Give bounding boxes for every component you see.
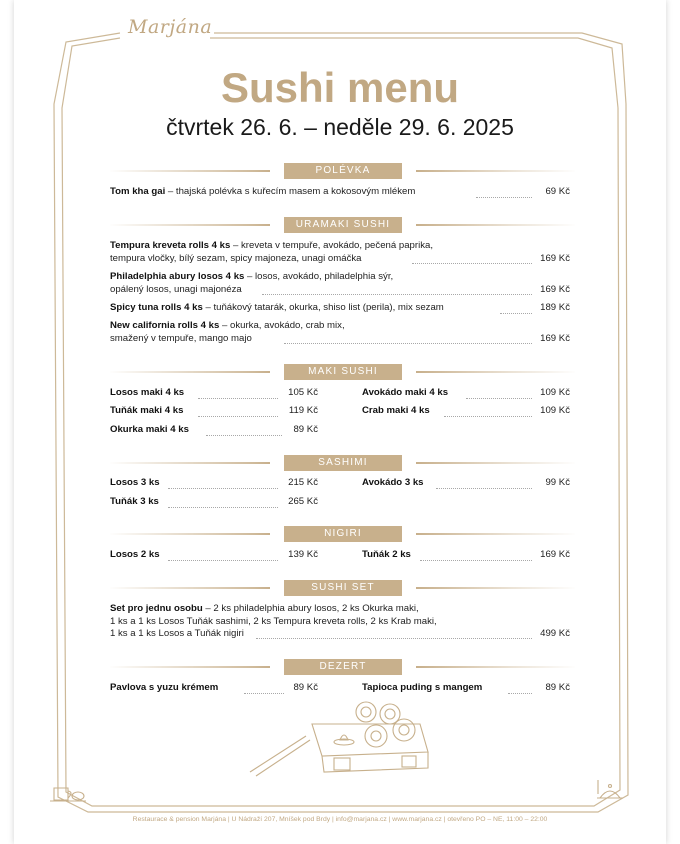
price: 265 Kč [288, 496, 318, 507]
menu-item-maki-losos: Losos maki 4 ks [110, 387, 185, 398]
menu-item-tempura: Tempura kreveta rolls 4 ks – kreveta v tempuře, avokádo, pečená paprika, tempura vločky, bílý sezam, spicy majoneza, unagi omáčka [110, 240, 433, 264]
menu-item-philadelphia: Philadelphia abury losos 4 ks – losos, avokádo, philadelphia sýr, opálený losos, unagi majonéza [110, 271, 394, 295]
page-title: Sushi menu [220, 64, 460, 111]
price: 89 Kč [293, 424, 318, 435]
leader-dots [168, 488, 278, 489]
section-label: MAKI SUSHI [284, 364, 402, 380]
menu-item-maki-avokado: Avokádo maki 4 ks [362, 387, 449, 398]
price: 169 Kč [540, 284, 570, 295]
section-label: SASHIMI [284, 455, 402, 471]
price: 169 Kč [540, 253, 570, 264]
teapot-icon [48, 778, 88, 804]
menu-item-nigiri-tunak: Tuňák 2 ks [362, 549, 411, 560]
section-header-sashimi [100, 455, 586, 471]
cloche-icon [594, 776, 626, 806]
section-label: DEZERT [284, 659, 402, 675]
leader-dots [168, 507, 278, 508]
menu-item-sushi-set: Set pro jednu osobu – 2 ks philadelphia abury losos, 2 ks Okurka maki, 1 ks a 1 ks Losos Tuňák sashimi, 2 ks Tempura kreveta rolls, 2 ks Krab maki, 1 ks a 1 ks Losos a Tuňák nigiri [110, 603, 437, 639]
price: 105 Kč [288, 387, 318, 398]
leader-dots [256, 638, 532, 639]
menu-item-sashimi-tunak: Tuňák 3 ks [110, 496, 159, 507]
section-label: URAMAKI SUSHI [284, 217, 402, 233]
leader-dots [168, 560, 278, 561]
section-header-sushi-set [100, 580, 586, 596]
sushi-illustration [244, 700, 444, 784]
price: 189 Kč [540, 302, 570, 313]
menu-item-nigiri-losos: Losos 2 ks [110, 549, 160, 560]
price: 109 Kč [540, 387, 570, 398]
leader-dots [198, 416, 278, 417]
leader-dots [436, 488, 532, 489]
footer-contact: Restaurace & pension Marjána | U Nádraží 207, Mníšek pod Brdy | info@marjana.cz | www.marjana.cz | otevřeno PO – NE, 11:00 – 22:00 [132, 816, 548, 823]
section-label: SUSHI SET [284, 580, 402, 596]
price: 119 Kč [288, 405, 318, 416]
restaurant-logo: Marjána [128, 16, 213, 38]
menu-item-tapioca: Tapioca puding s mangem [362, 682, 483, 693]
leader-dots [476, 197, 532, 198]
menu-item-maki-tunak: Tuňák maki 4 ks [110, 405, 184, 416]
price: 169 Kč [540, 549, 570, 560]
leader-dots [244, 693, 284, 694]
price: 499 Kč [540, 628, 570, 639]
menu-item-sashimi-avokado: Avokádo 3 ks [362, 477, 424, 488]
menu-item-california: New california rolls 4 ks – okurka, avokádo, crab mix, smažený v tempuře, mango majo [110, 320, 345, 344]
leader-dots [198, 398, 278, 399]
leader-dots [284, 343, 532, 344]
menu-item-maki-okurka: Okurka maki 4 ks [110, 424, 189, 435]
leader-dots [420, 560, 532, 561]
menu-item-tomkha: Tom kha gai – thajská polévka s kuřecím masem a kokosovým mlékem [110, 186, 416, 197]
menu-item-sashimi-losos: Losos 3 ks [110, 477, 160, 488]
section-header-maki [100, 364, 586, 380]
price: 89 Kč [293, 682, 318, 693]
menu-item-pavlova: Pavlova s yuzu krémem [110, 682, 219, 693]
section-header-polevka [100, 163, 586, 179]
leader-dots [206, 435, 282, 436]
date-range: čtvrtek 26. 6. – neděle 29. 6. 2025 [166, 114, 514, 140]
price: 109 Kč [540, 405, 570, 416]
leader-dots [262, 294, 532, 295]
section-label: POLÉVKA [284, 163, 402, 179]
leader-dots [508, 693, 532, 694]
section-header-uramaki [100, 217, 586, 233]
leader-dots [444, 416, 532, 417]
section-header-nigiri [100, 526, 586, 542]
leader-dots [500, 313, 532, 314]
leader-dots [412, 263, 532, 264]
leader-dots [466, 398, 532, 399]
price: 69 Kč [545, 186, 570, 197]
section-label: NIGIRI [284, 526, 402, 542]
price: 99 Kč [545, 477, 570, 488]
price: 215 Kč [288, 477, 318, 488]
menu-item-maki-crab: Crab maki 4 ks [362, 405, 430, 416]
price: 139 Kč [288, 549, 318, 560]
menu-item-spicy-tuna: Spicy tuna rolls 4 ks – tuňákový tatarák, okurka, shiso list (perila), mix sezam [110, 302, 444, 313]
price: 169 Kč [540, 333, 570, 344]
section-header-dezert [100, 659, 586, 675]
price: 89 Kč [545, 682, 570, 693]
